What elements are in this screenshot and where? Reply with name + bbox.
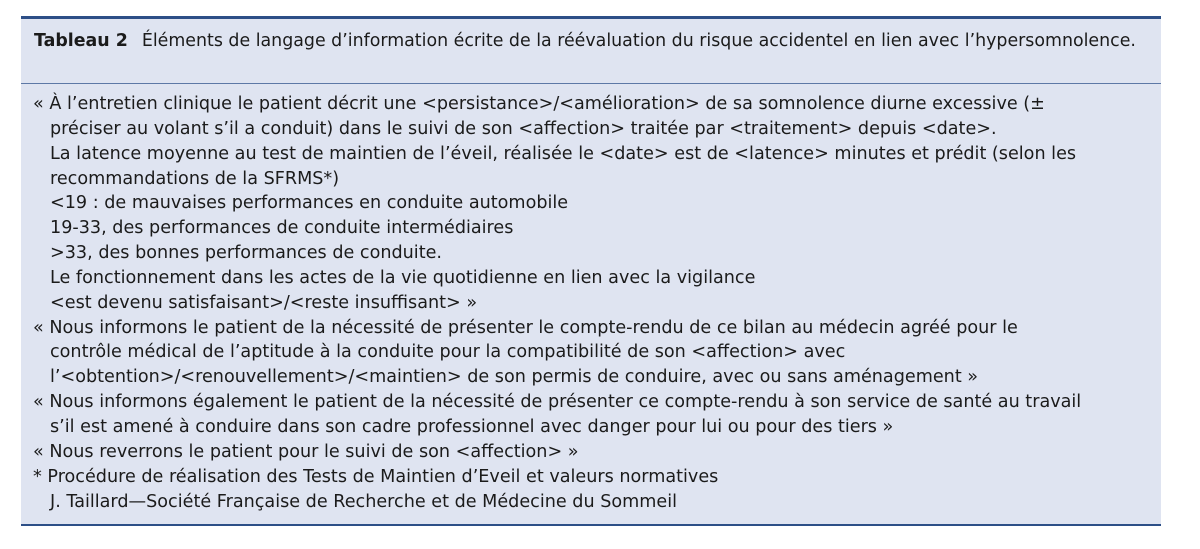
footnote-line: * Procédure de réalisation des Tests de Maintien d’Eveil et valeurs normatives [33,466,719,487]
text-line: préciser au volant s’il a conduit) dans le suivi de son <affection> traitée par <traitement> depuis <date>. [50,118,997,139]
table-panel [21,16,1161,526]
text-line: « Nous informons également le patient de la nécessité de présenter ce compte-rendu à son service de santé au travail [33,392,1082,413]
text-line: <19 : de mauvaises performances en conduite automobile [50,193,569,214]
text-line: 19-33, des performances de conduite intermédiaires [50,218,514,239]
text-line: recommandations de la SFRMS*) [50,168,340,189]
text-line: s’il est amené à conduire dans son cadre professionnel avec danger pour lui ou pour des tiers » [50,416,894,437]
text-line: >33, des bonnes performances de conduite. [50,243,443,264]
text-line: contrôle médical de l’aptitude à la conduite pour la compatibilité de son <affection> avec [50,342,846,363]
footnote-line: J. Taillard—Société Française de Recherche et de Médecine du Sommeil [50,491,678,512]
table-label: Tableau 2 [34,31,128,51]
text-line: l’<obtention>/<renouvellement>/<maintien> de son permis de conduire, avec ou sans aménagement » [50,367,979,388]
table-caption [34,29,1148,53]
text-line: <est devenu satisfaisant>/<reste insuffisant> » [50,292,478,313]
text-line: Le fonctionnement dans les actes de la vie quotidienne en lien avec la vigilance [50,267,756,288]
text-line: La latence moyenne au test de maintien de l’éveil, réalisée le <date> est de <latence> minutes et prédit (selon les [50,143,1077,164]
table-body [33,92,1153,514]
table-caption-text: Éléments de langage d’information écrite de la réévaluation du risque accidentel en lien avec l’hypersomnolence. [141,31,1136,51]
top-rule [21,16,1161,19]
text-line: « Nous reverrons le patient pour le suivi de son <affection> » [33,441,579,462]
text-line: « Nous informons le patient de la nécessité de présenter le compte-rendu de ce bilan au médecin agréé pour le [33,317,1018,338]
text-line: « À l’entretien clinique le patient décrit une <persistance>/<amélioration> de sa somnolence diurne excessive (± [33,94,1045,114]
caption-divider [21,83,1161,84]
bottom-rule [21,524,1161,526]
